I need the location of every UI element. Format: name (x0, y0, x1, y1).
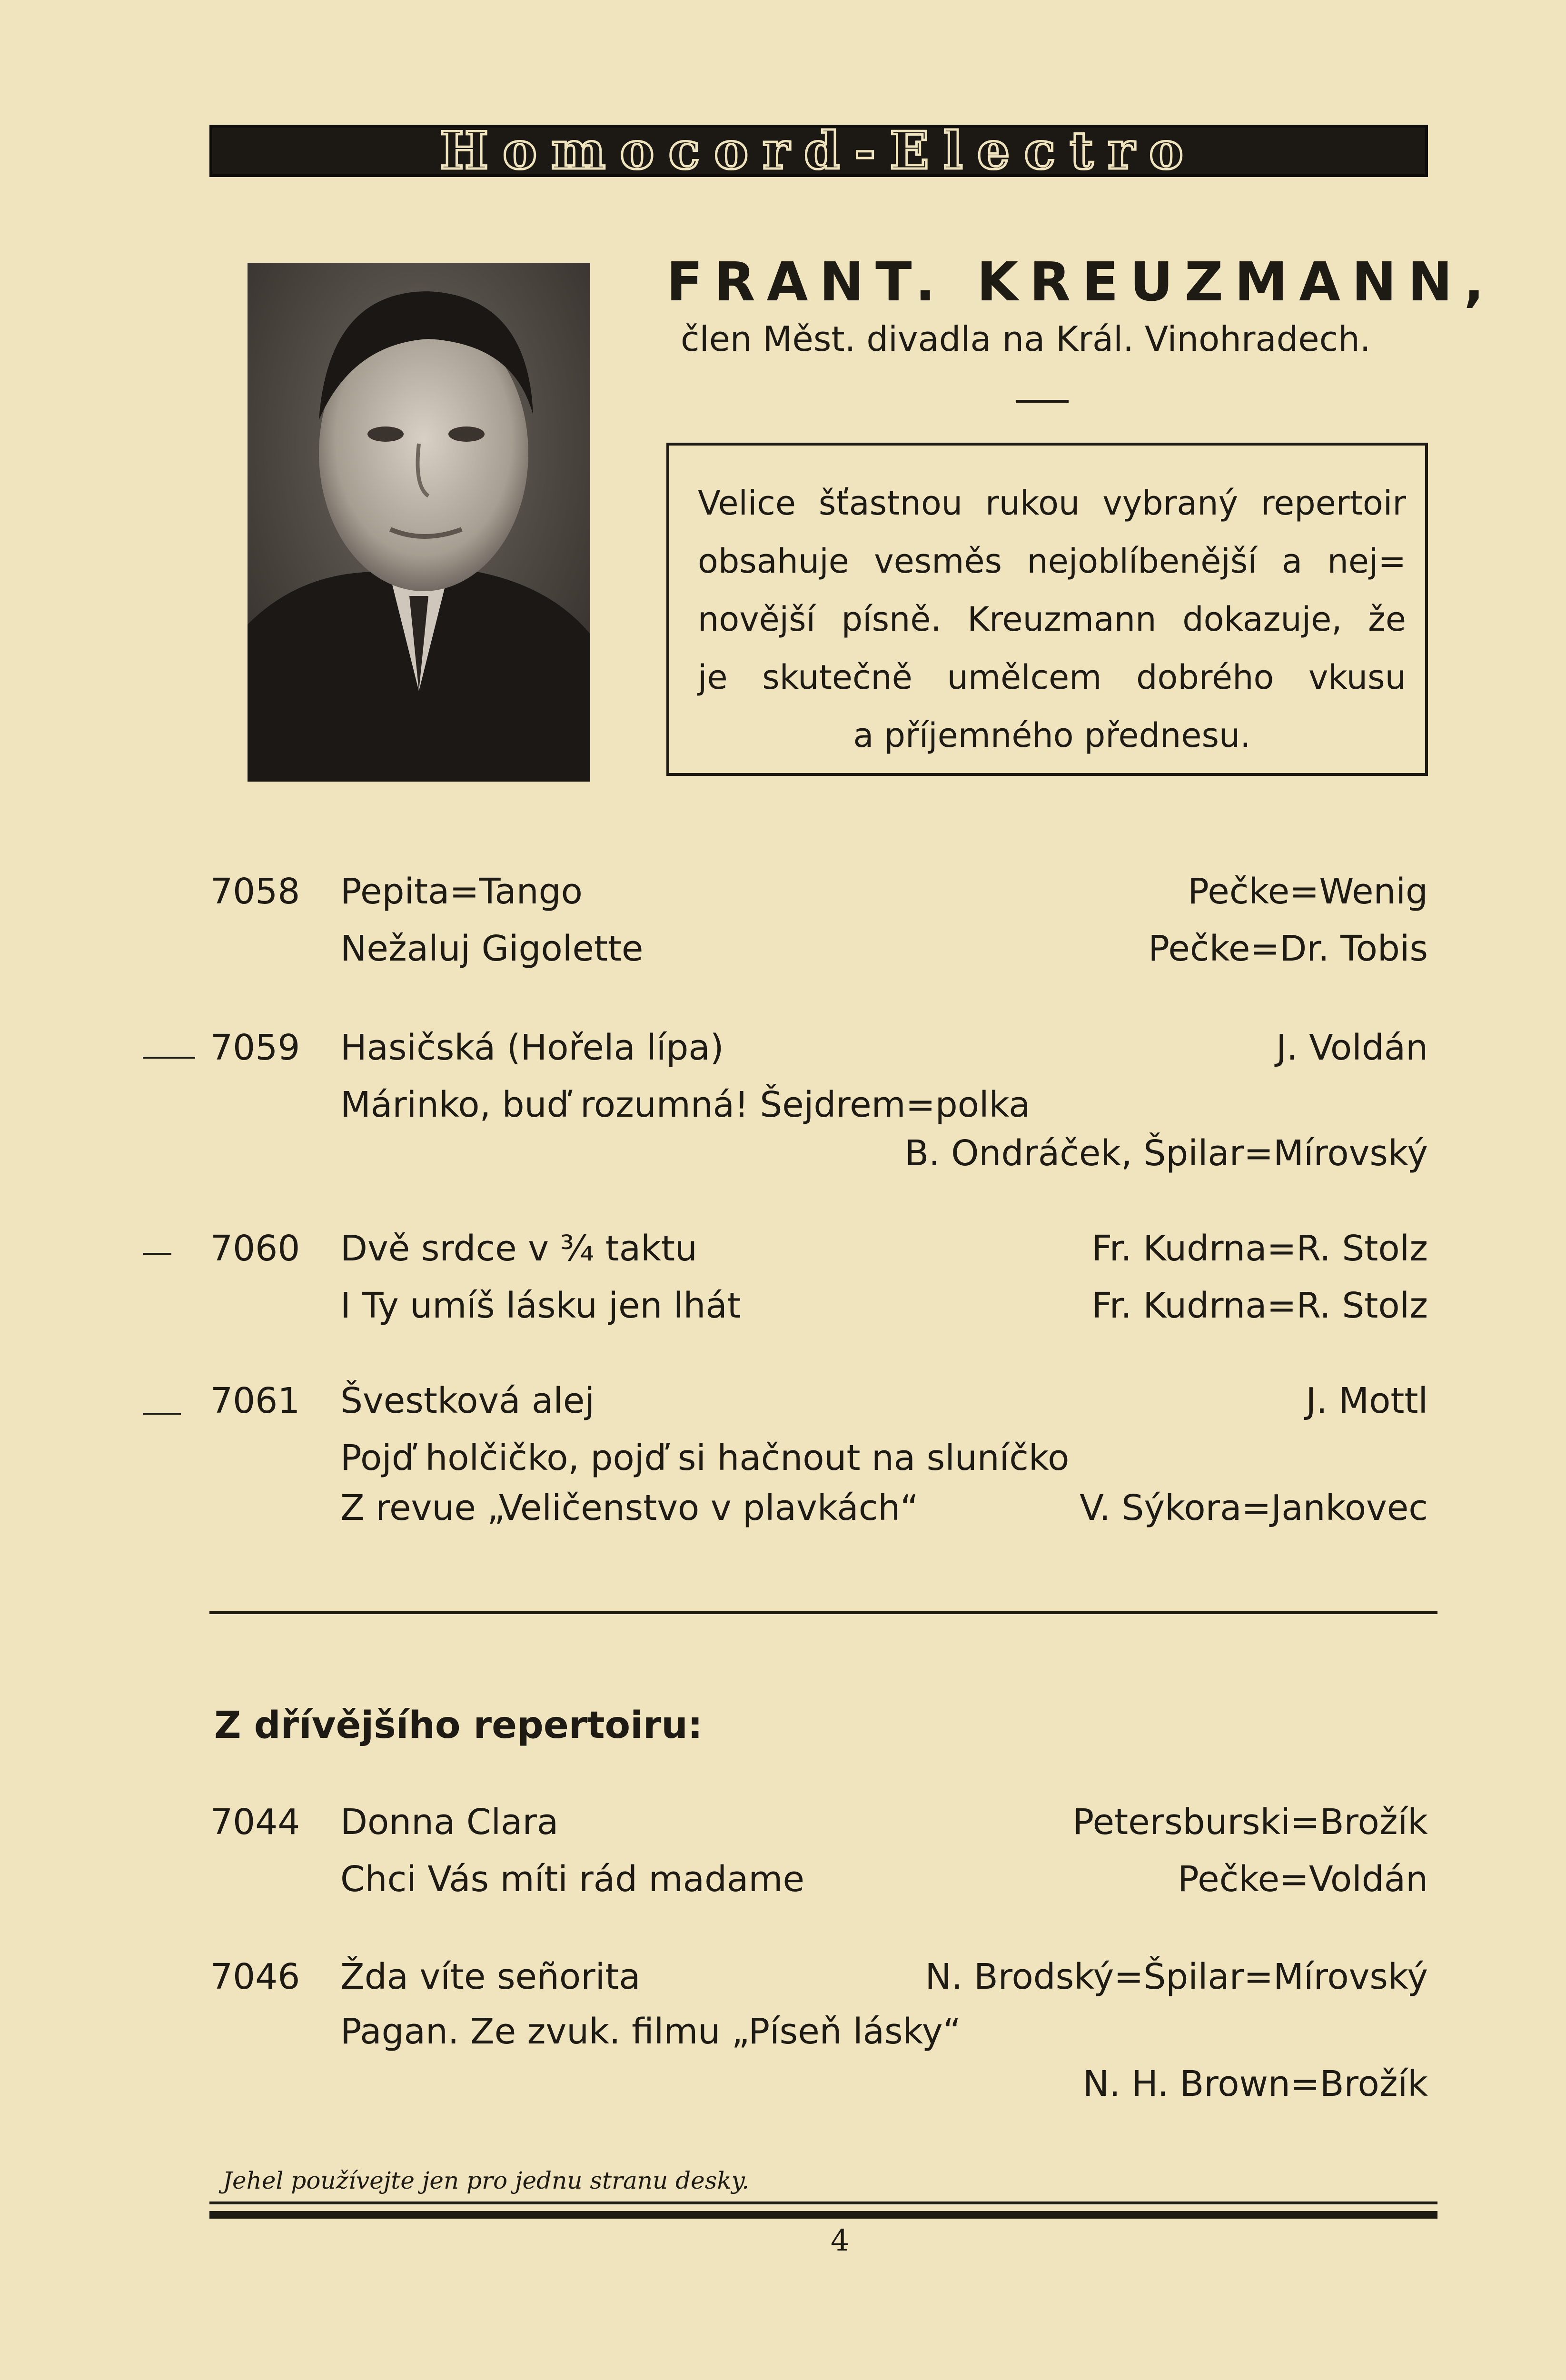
description-line: Velice šťastnou rukou vybraný repertoir (698, 484, 1406, 523)
margin-mark (143, 1253, 171, 1255)
section-rule (209, 1611, 1437, 1614)
margin-mark (143, 1057, 195, 1059)
record-title: Z revue „Veličenstvo v plavkách“ (340, 1488, 919, 1528)
description-line: je skutečně umělcem dobrého vkusu (698, 658, 1406, 697)
record-authors: V. Sýkora=Jankovec (1080, 1488, 1428, 1528)
record-number: 7059 (210, 1027, 300, 1068)
artist-portrait (248, 263, 590, 782)
record-authors: N. H. Brown=Brožík (1082, 2063, 1428, 2104)
record-title: Nežaluj Gigolette (340, 928, 644, 969)
record-title: I Ty umíš lásku jen lhát (340, 1285, 741, 1326)
record-number: 7044 (210, 1802, 300, 1843)
record-title: Chci Vás míti rád madame (340, 1859, 805, 1900)
record-number: 7060 (210, 1228, 300, 1269)
record-number: 7058 (210, 871, 300, 912)
record-title: Márinko, buď rozumná! Šejdrem=polka (340, 1084, 1031, 1125)
record-authors: Fr. Kudrna=R. Stolz (1091, 1285, 1428, 1326)
footer-rule-thick (209, 2211, 1437, 2219)
description-line: obsahuje vesměs nejoblíbenější a nej= (698, 542, 1406, 581)
divider-dash (1016, 400, 1069, 403)
brand-title: Homocord-Electro (439, 121, 1198, 181)
record-authors: J. Mottl (1306, 1380, 1428, 1421)
record-authors: Pečke=Wenig (1188, 871, 1428, 912)
record-authors: N. Brodský=Špilar=Mírovský (925, 1956, 1428, 1997)
record-title: Dvě srdce v ¾ taktu (340, 1228, 697, 1269)
page-number: 4 (831, 2223, 850, 2258)
description-line: a příjemného přednesu. (853, 716, 1251, 755)
earlier-repertoire-heading: Z dřívějšího repertoiru: (214, 1704, 703, 1747)
record-authors: J. Voldán (1276, 1027, 1428, 1068)
record-title: Pagan. Ze zvuk. filmu „Píseň lásky“ (340, 2011, 961, 2052)
record-number: 7061 (210, 1380, 300, 1421)
record-authors: B. Ondráček, Špilar=Mírovský (904, 1133, 1428, 1174)
description-box (666, 443, 1428, 776)
record-title: Pojď holčičko, pojď si hačnout na sluníčko (340, 1438, 1070, 1478)
record-authors: Pečke=Dr. Tobis (1148, 928, 1428, 969)
record-authors: Petersburski=Brožík (1072, 1802, 1428, 1843)
record-title: Žda víte señorita (340, 1956, 641, 1997)
record-number: 7046 (210, 1956, 300, 1997)
artist-name: FRANT. KREUZMANN, (666, 251, 1496, 313)
brand-banner (209, 121, 1428, 181)
record-title: Hasičská (Hořela lípa) (340, 1027, 724, 1068)
record-authors: Fr. Kudrna=R. Stolz (1091, 1228, 1428, 1269)
margin-mark (143, 1413, 181, 1415)
artist-role: člen Měst. divadla na Král. Vinohradech. (681, 319, 1371, 359)
record-title: Švestková alej (340, 1380, 595, 1421)
footer-rule (209, 2202, 1437, 2204)
description-line: novější písně. Kreuzmann dokazuje, že (698, 600, 1406, 639)
footnote: Jehel používejte jen pro jednu stranu desky. (223, 2167, 750, 2194)
record-authors: Pečke=Voldán (1178, 1859, 1428, 1900)
record-title: Donna Clara (340, 1802, 559, 1843)
portrait-image (248, 263, 590, 782)
record-title: Pepita=Tango (340, 871, 583, 912)
